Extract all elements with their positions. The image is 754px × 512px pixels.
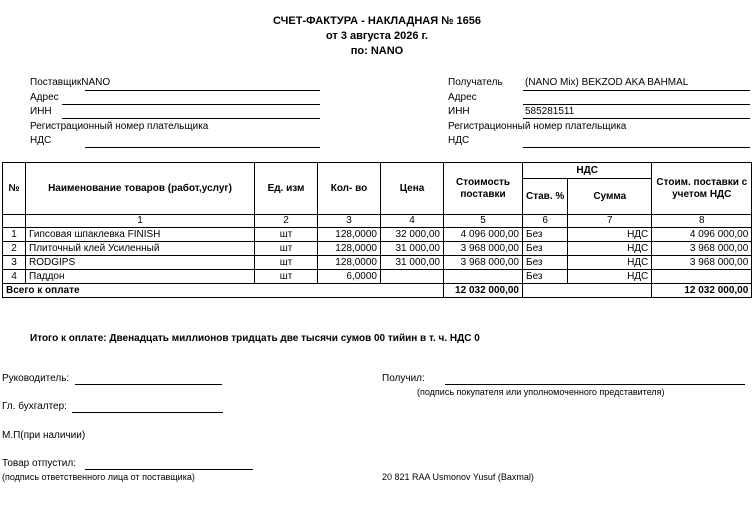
- row-unit: шт: [255, 256, 318, 270]
- director-label: Руководитель:: [2, 373, 70, 384]
- col-header-vat-sum: Сумма: [568, 179, 652, 215]
- director-signature-line: [75, 384, 222, 385]
- row-cost: 3 968 000,00: [444, 256, 523, 270]
- row-vat-sum: НДС: [568, 256, 652, 270]
- col-header-cost: Стоимость поставки: [444, 163, 523, 215]
- row-price: [381, 270, 444, 284]
- table-row: [3, 270, 752, 284]
- invoice-date: от 3 августа 2026 г.: [325, 30, 429, 42]
- row-qty: 128,0000: [318, 242, 381, 256]
- row-num: 4: [3, 270, 26, 284]
- row-price: 31 000,00: [381, 256, 444, 270]
- col-number: 3: [318, 215, 381, 228]
- row-qty: 128,0000: [318, 228, 381, 242]
- row-num: 2: [3, 242, 26, 256]
- col-number: 4: [381, 215, 444, 228]
- col-header-unit: Ед. изм: [255, 163, 318, 215]
- accountant-label: Гл. бухгалтер:: [2, 401, 67, 412]
- stamp-label: М.П(при наличии): [2, 430, 86, 441]
- row-unit: шт: [255, 242, 318, 256]
- total-amount: 12 032 000,00: [652, 284, 752, 298]
- col-number: 5: [444, 215, 523, 228]
- supplier-row: [30, 77, 110, 88]
- row-vat-sum: НДС: [568, 242, 652, 256]
- row-total: 4 096 000,00: [652, 228, 752, 242]
- row-cost: 4 096 000,00: [444, 228, 523, 242]
- row-total: 3 968 000,00: [652, 256, 752, 270]
- supplier-underline: [85, 90, 320, 91]
- row-qty: 6,0000: [318, 270, 381, 284]
- col-number: [3, 215, 26, 228]
- row-total: 3 968 000,00: [652, 242, 752, 256]
- col-header-name: Наименование товаров (работ,услуг): [26, 163, 255, 215]
- row-unit: шт: [255, 228, 318, 242]
- invoice-title: СЧЕТ-ФАКТУРА - НАКЛАДНАЯ № 1656: [273, 15, 481, 27]
- row-unit: шт: [255, 270, 318, 284]
- col-number: 1: [26, 215, 255, 228]
- invoice-recipient-line: по: NANO: [350, 45, 404, 57]
- table-row: [3, 242, 752, 256]
- row-name: RODGIPS: [26, 256, 255, 270]
- col-header-num: №: [3, 163, 26, 215]
- recipient-value: (NANO Mix) BEKZOD AKA BAHMAL: [525, 77, 689, 88]
- supplier-vat-label: НДС: [30, 135, 52, 146]
- row-qty: 128,0000: [318, 256, 381, 270]
- row-name: Паддон: [26, 270, 255, 284]
- recipient-underline: [523, 90, 750, 91]
- col-header-total: Стоим. поставки с учетом НДС: [652, 163, 752, 215]
- total-label: Всего к оплате: [3, 284, 444, 298]
- row-vat-sum: НДС: [568, 228, 652, 242]
- table-row: [3, 256, 752, 270]
- released-caption: (подпись ответственного лица от поставщика): [2, 472, 195, 482]
- supplier-label: Поставщик: [30, 77, 82, 88]
- invoice-table: [2, 162, 752, 298]
- recipient-address-label: Адрес: [448, 92, 477, 103]
- row-total: [652, 270, 752, 284]
- total-vat-empty: [523, 284, 652, 298]
- col-header-vat: НДС: [523, 163, 652, 179]
- amount-in-words: Итого к оплате: Двенадцать миллионов тридцать две тысячи сумов 00 тийин в т. ч. НДС 0: [30, 333, 480, 344]
- supplier-vat-line: [85, 147, 320, 148]
- col-number: 6: [523, 215, 568, 228]
- row-vat-rate: Без: [523, 270, 568, 284]
- row-cost: [444, 270, 523, 284]
- row-name: Плиточный клей Усиленный: [26, 242, 255, 256]
- col-header-price: Цена: [381, 163, 444, 215]
- row-num: 3: [3, 256, 26, 270]
- supplier-value: NANO: [81, 77, 111, 88]
- supplier-reg-label: Регистрационный номер плательщика: [30, 121, 209, 132]
- recipient-label: Получатель: [448, 77, 503, 88]
- supplier-address-label: Адрес: [30, 92, 59, 103]
- total-cost: 12 032 000,00: [444, 284, 523, 298]
- received-label: Получил:: [382, 373, 425, 384]
- recipient-reg-label: Регистрационный номер плательщика: [448, 121, 627, 132]
- received-caption: (подпись покупателя или уполномоченного представителя): [417, 387, 665, 397]
- released-signature-line: [85, 469, 253, 470]
- row-cost: 3 968 000,00: [444, 242, 523, 256]
- col-number: 8: [652, 215, 752, 228]
- recipient-inn-line: [523, 118, 750, 119]
- row-num: 1: [3, 228, 26, 242]
- recipient-inn-label: ИНН: [448, 106, 470, 117]
- col-number: 2: [255, 215, 318, 228]
- released-label: Товар отпустил:: [2, 458, 76, 469]
- col-number: 7: [568, 215, 652, 228]
- row-vat-sum: НДС: [568, 270, 652, 284]
- recipient-vat-label: НДС: [448, 135, 470, 146]
- col-header-vat-rate: Став. %: [523, 179, 568, 215]
- supplier-inn-label: ИНН: [30, 106, 52, 117]
- row-price: 32 000,00: [381, 228, 444, 242]
- total-row: [3, 284, 752, 298]
- table-row: [3, 228, 752, 242]
- recipient-inn-value: 585281511: [525, 106, 575, 117]
- received-signature-line: [445, 384, 745, 385]
- row-vat-rate: Без: [523, 242, 568, 256]
- row-vat-rate: Без: [523, 256, 568, 270]
- supplier-inn-line: [62, 118, 320, 119]
- accountant-signature-line: [72, 412, 223, 413]
- row-name: Гипсовая шпаклевка FINISH: [26, 228, 255, 242]
- row-price: 31 000,00: [381, 242, 444, 256]
- col-header-qty: Кол- во: [318, 163, 381, 215]
- recipient-address-line: [523, 104, 750, 105]
- row-vat-rate: Без: [523, 228, 568, 242]
- recipient-vat-line: [523, 147, 750, 148]
- supplier-address-line: [62, 104, 320, 105]
- proxy-info: 20 821 RAA Usmonov Yusuf (Baxmal): [382, 472, 534, 482]
